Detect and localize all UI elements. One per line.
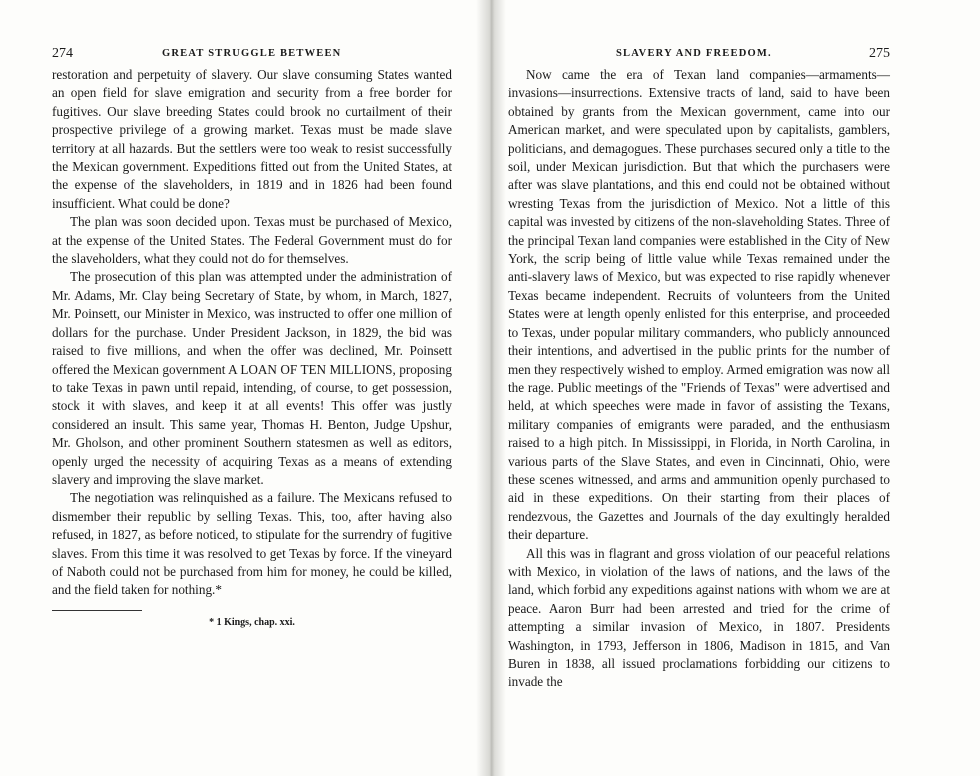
left-paragraph-1: restoration and perpetuity of slavery. Our slave consuming States wanted an open field for slave emigration and security from a free border for fugitives. Our slave breeding States could brook no curtailment of their prospective privilege of a growing market. Texas must be made slave territory at all hazards. But the settlers were too weak to resist successfully the Mexican government. Expeditions fitted out from the United States, at the expense of the slaveholders, in 1819 and in 1826 had been found insufficient. What could be done? xyxy=(52,67,452,211)
right-page xyxy=(508,44,890,692)
right-paragraph-2: All this was in flagrant and gross violation of our peaceful relations with Mexico, in violation of the laws of nations, and the laws of the land, which forbid any expeditions against nations with whom we are at peace. Aaron Burr had been arrested and tried for the crime of attempting a similar invasion of Mexico, in 1807. Presidents Washington, in 1793, Jefferson in 1806, Madison in 1815, and Van Buren in 1838, all issued proclamations forbidding our citizens to invade the xyxy=(508,545,890,690)
left-page xyxy=(52,44,452,628)
left-page-body xyxy=(52,66,452,600)
right-running-title: SLAVERY AND FREEDOM. xyxy=(616,48,772,59)
right-page-header xyxy=(508,44,890,66)
left-page-number: 274 xyxy=(52,46,73,61)
right-paragraph-1: Now came the era of Texan land companies—armaments—invasions—insurrections. Extensive tracts of land, said to have been obtained by grants from the Mexican government, came into our American market, and were speculated upon by capitalists, gamblers, politicians, and demagogues. These purchases secured only a title to the soil, under Mexican jurisdiction. But that which the purchasers were after was slave plantations, and this end could not be obtained without wresting Texas from the jurisdiction of Mexico. Not a little of this capital was invested by citizens of the non-slaveholding States. Three of the principal Texan land companies were established in the City of New York, the scrip being of little value while Texas remained under the anti-slavery laws of Mexico, but was expected to rise rapidly whenever Texas became independent. Recruits of volunteers from the United States were at length openly enlisted for this enterprise, and proceeded to Texas, under popular military commanders, who publicly announced their intentions, and advertised in the public prints for the number of men they respectively wished to employ. Armed emigration was now all the rage. Public meetings of the "Friends of Texas" were advertised and held, at which speeches were made in favor of assisting the Texans, military companies of emigrants were paraded, and the enthusiasm raised to a high pitch. In Mississippi, in Florida, in North Carolina, in various parts of the Slave States, and even in Cincinnati, Ohio, were these scenes witnessed, and arms and ammunition openly purchased to aid in these expeditions. On their starting from their places of rendezvous, the Gazettes and Journals of the day exultingly heralded their departure. xyxy=(508,67,890,543)
right-page-body xyxy=(508,66,890,692)
right-page-number: 275 xyxy=(869,46,890,61)
left-paragraph-3: The prosecution of this plan was attempted under the administration of Mr. Adams, Mr. Clay being Secretary of State, by whom, in March, 1827, Mr. Poinsett, our Minister in Mexico, was instructed to offer one million of dollars for the purchase. Under President Jackson, in 1829, the bid was raised to five millions, and when the offer was declined, Mr. Poinsett offered the Mexican government A LOAN OF TEN MILLIONS, proposing to take Texas in pawn until repaid, intending, of course, to get possession, stock it with slaves, and keep it at all events! This offer was justly considered an insult. This same year, Thomas H. Benton, Judge Upshur, Mr. Gholson, and other prominent Southern statesmen as well as editors, openly urged the necessity of acquiring Texas as a means of extending slavery and improving the slave market. xyxy=(52,269,452,487)
left-running-title: GREAT STRUGGLE BETWEEN xyxy=(162,48,342,59)
left-page-header xyxy=(52,44,452,66)
left-paragraph-4: The negotiation was relinquished as a failure. The Mexicans refused to dismember their republic by selling Texas. This, too, after having also refused, in 1827, as before noticed, to stipulate for the surrendry of fugitive slaves. From this time it was resolved to get Texas by force. If the vineyard of Naboth could not be purchased from him for money, he could be killed, and the field taken for nothing.* xyxy=(52,490,452,598)
book-gutter xyxy=(476,0,506,776)
left-paragraph-2: The plan was soon decided upon. Texas must be purchased of Mexico, at the expense of the United States. The Federal Government must do for the slaveholders, what they could not do for themselves. xyxy=(52,214,452,267)
footnote: * 1 Kings, chap. xxi. xyxy=(209,616,295,628)
footnote-rule xyxy=(52,610,142,611)
